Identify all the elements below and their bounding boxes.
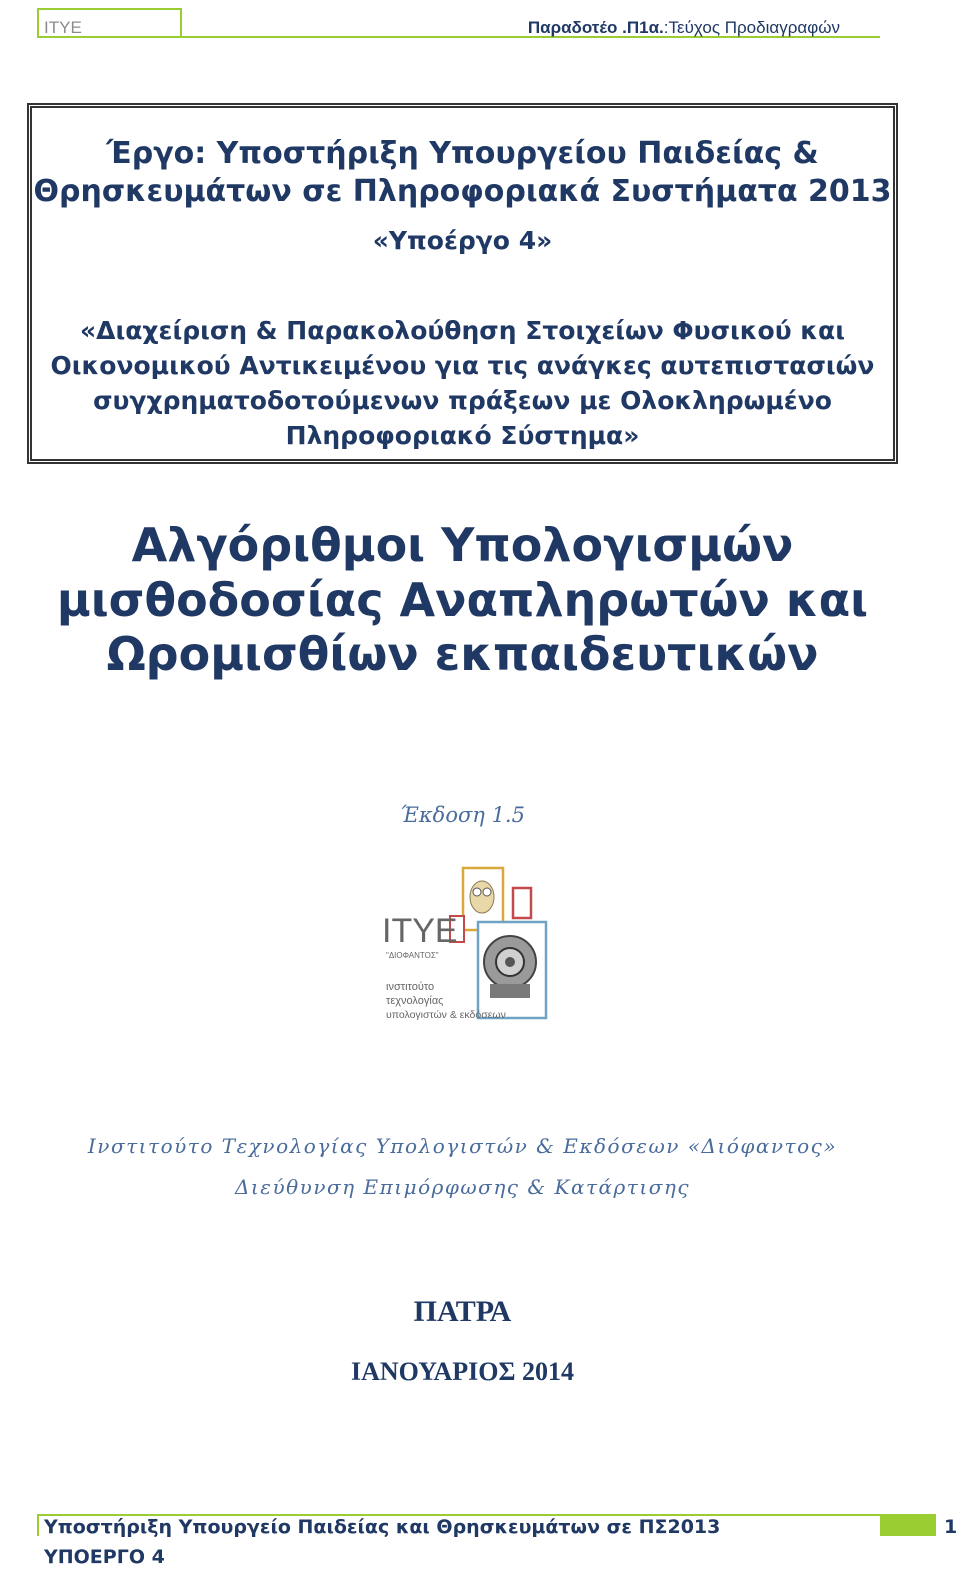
- institute-name: Ινστιτούτο Τεχνολογίας Υπολογιστών & Εκδόσεων «Διόφαντος»: [87, 1134, 838, 1158]
- footer-subtitle: ΥΠΟΕΡΓΟ 4: [44, 1546, 165, 1568]
- header-deliverable-title: :Τεύχος Προδιαγραφών: [663, 18, 840, 37]
- footer-accent-bar: [880, 1514, 936, 1536]
- footer-left-tick: [37, 1514, 39, 1536]
- document-title-line-2: μισθοδοσίας Αναπληρωτών και: [56, 573, 869, 627]
- logo-line-3: υπολογιστών & εκδόσεων: [386, 1009, 506, 1021]
- institute-logo: [380, 850, 560, 1030]
- page-number: 1: [944, 1516, 958, 1538]
- logo-subname: "ΔΙΟΦΑΝΤΟΣ": [386, 951, 439, 960]
- project-line-1: Έργο: Υποστήριξη Υπουργείου Παιδείας &: [106, 136, 819, 171]
- subproject-label: «Υποέργο 4»: [372, 226, 553, 255]
- antikythera-mechanism-icon: [484, 936, 536, 998]
- logo-line-1: ινστιτούτο: [386, 981, 435, 993]
- project-line-2: Θρησκευμάτων σε Πληροφοριακά Συστήματα 2013: [33, 174, 892, 209]
- logo-wordmark: ΙΤΥΕ: [382, 912, 458, 950]
- header-org-name: ΙΤΥΕ: [44, 18, 82, 37]
- footer-title: Υποστήριξη Υπουργείο Παιδείας και Θρησκευμάτων σε ΠΣ2013: [44, 1516, 721, 1538]
- document-title-line-1: Αλγόριθμοι Υπολογισμών: [131, 518, 794, 572]
- header-deliverable-code: Παραδοτέο .Π1α.: [527, 18, 664, 37]
- city: ΠΑΤΡΑ: [413, 1295, 512, 1328]
- edition-label: Έκδοση 1.5: [400, 803, 525, 827]
- header-deliverable: [528, 18, 840, 38]
- document-title-line-3: Ωρομισθίων εκπαιδευτικών: [106, 627, 819, 681]
- project-desc-line-1: «Διαχείριση & Παρακολούθηση Στοιχείων Φυσικού και: [80, 316, 845, 345]
- project-desc-line-3: συγχρηματοδοτούμενων πράξεων με Ολοκληρωμένο: [93, 386, 832, 415]
- institute-directorate: Διεύθυνση Επιμόρφωσης & Κατάρτισης: [234, 1175, 691, 1199]
- logo-line-2: τεχνολογίας: [386, 995, 444, 1007]
- logo-frame-red: [513, 888, 531, 918]
- owl-icon: [470, 881, 494, 913]
- publication-date: ΙΑΝΟΥΑΡΙΟΣ 2014: [350, 1357, 575, 1386]
- project-desc-line-4: Πληροφοριακό Σύστημα»: [285, 421, 640, 450]
- project-desc-line-2: Οικονομικού Αντικειμένου για τις ανάγκες αυτεπιστασιών: [50, 351, 875, 380]
